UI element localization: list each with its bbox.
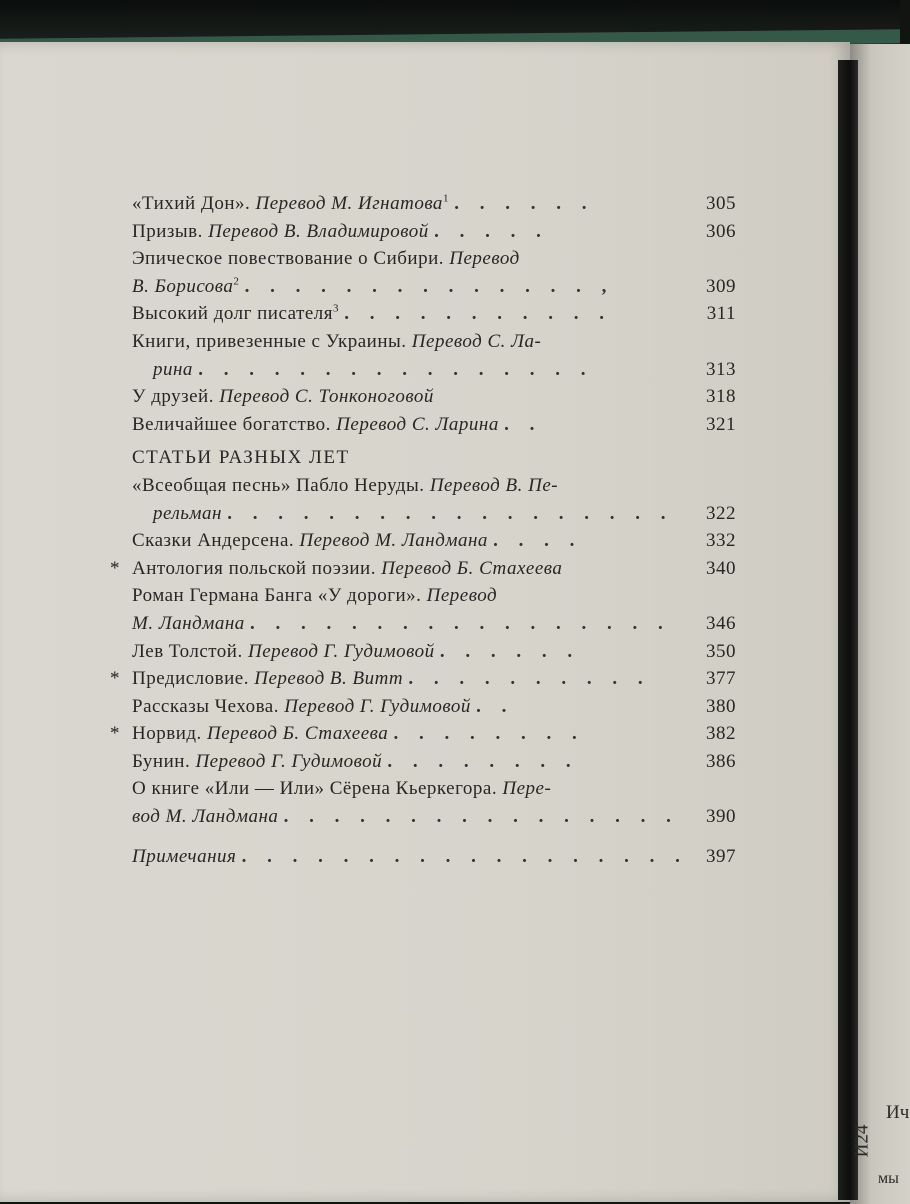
toc-page-number: 332 [706,530,736,552]
toc-page-number: 306 [706,220,736,242]
toc-entry [132,218,742,246]
book-gutter [838,60,858,1200]
leader-dots: . . . . . . . . . . . . . . . . . . [227,502,674,524]
facing-page [850,44,910,1204]
facing-page-text-3: мы [878,1170,899,1187]
toc-entry [132,527,742,555]
toc-entry-title-cont: М. Ландмана [132,612,245,634]
toc-entry [132,582,742,637]
toc-entry-title-cont: В. Борисова [132,275,234,297]
toc-entry [110,555,742,583]
toc-entry-title: «Всеобщая песнь» Пабло Неруды. Перевод В. Пе- [132,474,559,496]
asterisk-mark: * [110,557,120,579]
leader-dots: . . . . . [434,220,549,242]
toc-page-number: 309 [706,275,736,297]
table-of-contents [110,190,742,870]
toc-entry-title: Антология польской поэзии. Перевод Б. Стахеева [132,557,563,579]
leader-dots: . . . . . . . . . . . [344,303,613,325]
toc-entry-title-cont: рельман [153,502,222,524]
leader-dots: . . . . . . . . . . . . . . . . [283,806,679,828]
toc-entry-title: О книге «Или — Или» Сёрена Кьеркегора. Пере- [132,778,552,800]
leader-dots: . . . . . . . . [393,723,585,745]
toc-entry-title: Призыв. Перевод В. Владимировой [132,220,429,242]
toc-page-number: 350 [706,640,736,662]
section-title: СТАТЬИ РАЗНЫХ ЛЕТ [132,447,350,469]
toc-page-number: 382 [706,723,736,745]
toc-entry [132,190,742,218]
toc-entry-title: Книги, привезенные с Украины. Перевод С. Ла- [132,330,542,352]
leader-dots: . . . . . . . . . . . . . . . . [198,358,594,380]
facing-page-text-2: И24 [851,1124,873,1158]
leader-dots: . . . . . . . . . . [408,668,651,690]
leader-dots: . . [476,695,515,717]
leader-dots: . . . . [493,530,583,552]
leader-dots: . . . . . . [439,640,581,662]
toc-entry-title: «Тихий Дон». Перевод М. Игнатова [132,193,443,214]
toc-entry-title: Эпическое повествование о Сибири. Перевод [132,248,520,270]
toc-entry [110,720,742,748]
toc-entry [132,748,742,776]
asterisk-mark: * [110,668,120,690]
toc-entry-title: У друзей. Перевод С. Тонконоговой [132,386,434,408]
leader-dots: . . . . . . [454,193,595,214]
leader-dots: . . [504,413,543,435]
toc-entry [132,300,742,328]
toc-page-number: 340 [706,557,736,579]
toc-page-number: 397 [706,845,736,867]
toc-entry [132,638,742,666]
toc-page-number: 311 [706,303,736,325]
footnote-mark: 1 [442,192,449,205]
toc-entry [132,472,742,527]
footnote-mark: 2 [233,275,240,288]
asterisk-mark: * [110,723,120,745]
toc-entry [132,411,742,439]
leader-dots: . . . . . . . . . . . . . . , [244,275,615,297]
toc-page-number: 346 [706,612,736,634]
toc-entry [132,245,742,300]
toc-page-number: 390 [706,806,736,828]
toc-entry [132,775,742,830]
toc-entry-title: Сказки Андерсена. Перевод М. Ландмана [132,530,488,552]
toc-page-number: 305 [706,193,736,214]
toc-page-number: 318 [706,386,736,408]
toc-entry-title: Величайшее богатство. Перевод С. Ларина [132,413,499,435]
toc-entry-title: Рассказы Чехова. Перевод Г. Гудимовой [132,695,471,717]
toc-entry-title-cont: вод М. Ландмана [132,806,279,828]
toc-entry-title: Норвид. Перевод Б. Стахеева [132,723,389,745]
toc-entry [132,693,742,721]
toc-entry-title: Лев Толстой. Перевод Г. Гудимовой [132,640,435,662]
toc-entry-title: Роман Германа Банга «У дороги». Перевод [132,585,498,607]
footnote-mark: 3 [333,303,340,316]
toc-page-number: 377 [706,668,736,690]
toc-page-number: 321 [706,413,736,435]
toc-entry-title: Бунин. Перевод Г. Гудимовой [132,750,383,772]
toc-page-number: 322 [706,502,736,524]
leader-dots: . . . . . . . . . . . . . . . . . [250,612,671,634]
toc-entry [132,328,742,383]
toc-page-number: 380 [706,695,736,717]
section-heading [132,444,742,472]
toc-entry-notes [132,843,742,871]
toc-entry-title: Предисловие. Перевод В. Витт [132,668,404,690]
notes-title: Примечания [132,845,237,867]
toc-page-number: 313 [706,358,736,380]
toc-entry [110,665,742,693]
facing-page-text-1: Ич [886,1102,910,1123]
toc-page-number: 386 [706,750,736,772]
toc-entry-title: Высокий долг писателя [132,303,334,325]
leader-dots: . . . . . . . . [387,750,579,772]
toc-entry-title-cont: рина [153,358,193,380]
toc-entry [132,383,742,411]
leader-dots: . . . . . . . . . . . . . . . . . . [241,845,688,867]
